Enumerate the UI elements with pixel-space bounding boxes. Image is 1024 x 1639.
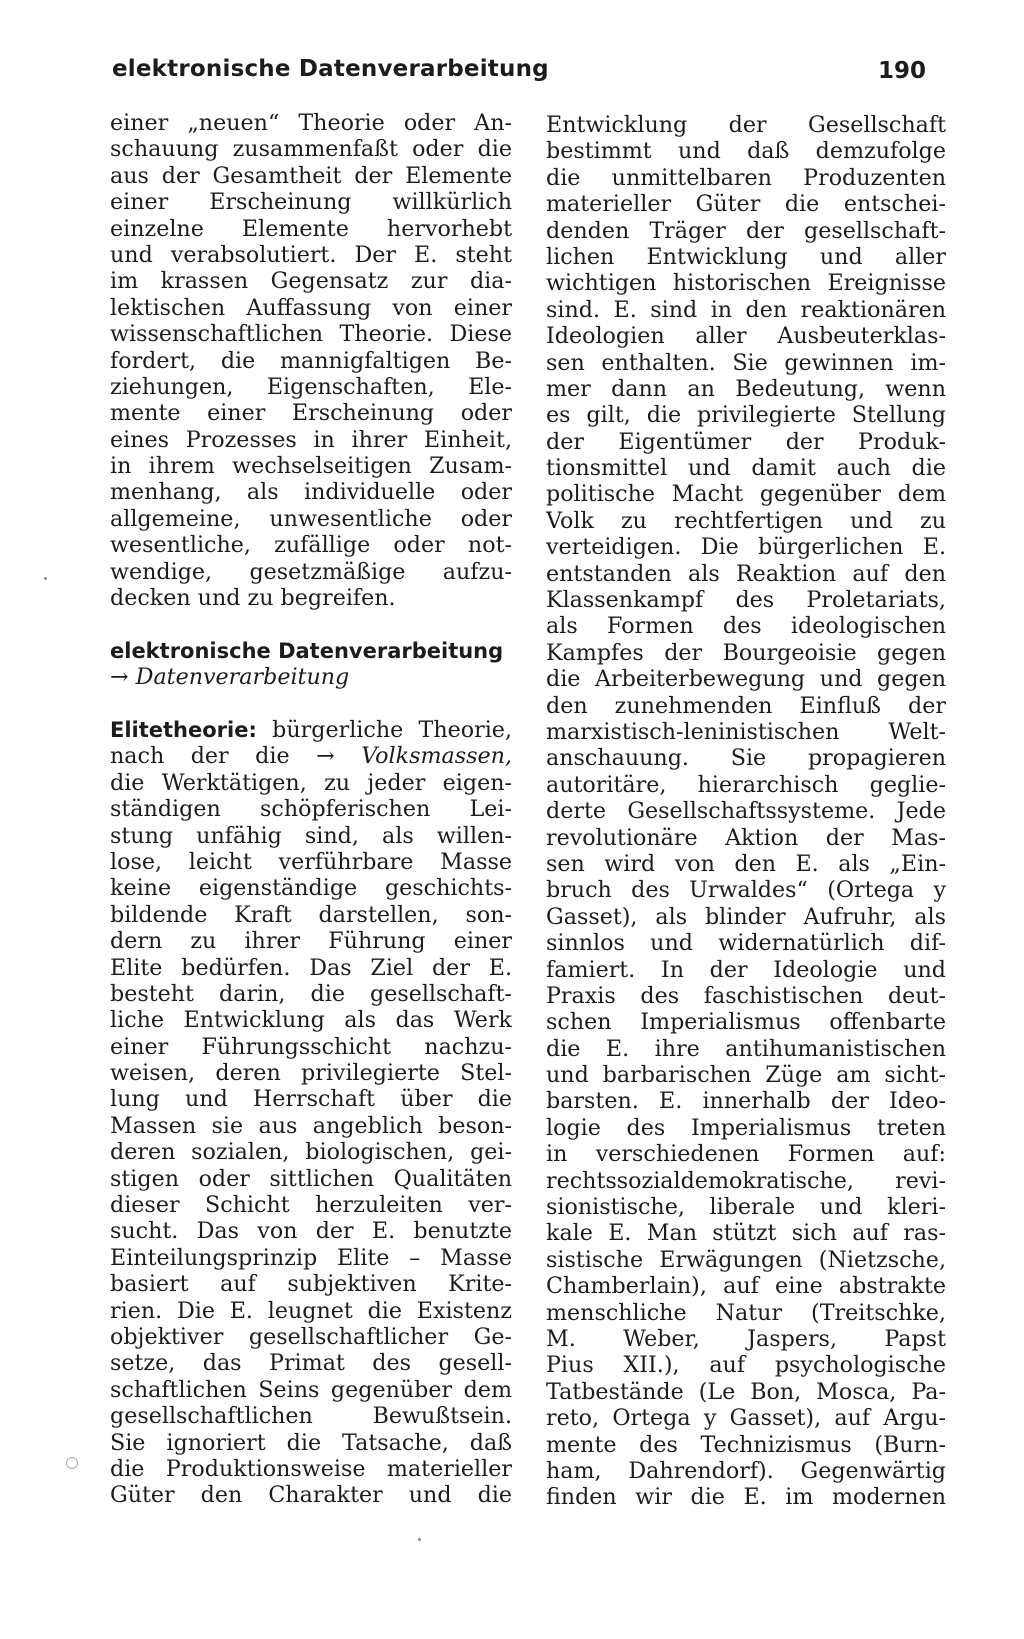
text-line: einzelne Elemente hervorhebt <box>110 215 512 242</box>
text-line: verteidigen. Die bürgerlichen E. <box>546 534 946 561</box>
text-line: Volk zu rechtfertigen und zu <box>546 507 946 534</box>
text-line: die E. ihre antihumanistischen <box>546 1035 946 1062</box>
text-line: reto, Ortega y Gasset), auf Argu- <box>546 1405 946 1432</box>
text-line: mente einer Erscheinung oder <box>110 400 512 427</box>
text-line: sistische Erwägungen (Nietzsche, <box>546 1246 946 1273</box>
entry-text: nach der die <box>110 743 290 770</box>
cross-reference <box>110 664 512 690</box>
text-line: ham, Dahrendorf). Gegenwärtig <box>546 1457 946 1484</box>
text-line: politische Macht gegenüber dem <box>546 481 946 508</box>
text-line: der Eigentümer der Produk- <box>546 428 946 455</box>
text-line: derte Gesellschaftssysteme. Jede <box>546 798 946 825</box>
text-line: gesellschaftlichen Bewußtsein. <box>110 1403 512 1430</box>
text-line: sen wird von den E. als „Ein- <box>546 850 946 877</box>
text-line: lektischen Auffassung von einer <box>110 294 512 321</box>
text-line: sinnlos und widernatürlich dif- <box>546 930 946 957</box>
text-line: Massen sie aus angeblich beson- <box>110 1112 512 1139</box>
text-line: in ihrem wechselseitigen Zusam- <box>110 453 512 480</box>
text-line: die unmittelbaren Produzenten <box>546 164 946 191</box>
entry-line <box>110 743 512 769</box>
text-line: menhang, als individuelle oder <box>110 479 512 506</box>
cross-reference-target: Volksmassen, <box>361 743 512 770</box>
text-line: einer Führungsschicht nachzu- <box>110 1033 512 1060</box>
text-line: als Formen des ideologischen <box>546 613 946 640</box>
text-line: Gasset), als blinder Aufruhr, als <box>546 903 946 930</box>
text-line: fordert, die mannigfaltigen Be- <box>110 347 512 374</box>
text-line: tionsmittel und damit auch die <box>546 455 946 482</box>
text-line: Kampfes der Bourgeoisie gegen <box>546 639 946 666</box>
arrow-icon: → <box>110 664 129 691</box>
arrow-icon: → <box>316 743 335 770</box>
text-line: rien. Die E. leugnet die Existenz <box>110 1297 512 1324</box>
text-line: dern zu ihrer Führung einer <box>110 928 512 955</box>
right-column <box>546 112 946 1511</box>
text-line: mente des Technizismus (Burn- <box>546 1431 946 1458</box>
text-line: weisen, deren privilegierte Stel- <box>110 1060 512 1087</box>
text-line: sucht. Das von der E. benutzte <box>110 1218 512 1245</box>
text-line: materieller Güter die entschei- <box>546 191 946 218</box>
text-line: Güter den Charakter und die <box>110 1482 512 1509</box>
text-line: rechtssozialdemokratische, revi- <box>546 1167 946 1194</box>
text-line: Klassenkampf des Proletariats, <box>546 587 946 614</box>
print-speck <box>66 1457 78 1469</box>
entry-body-elitetheorie <box>110 770 512 1509</box>
entry-headword: elektronische Datenverarbeitung <box>110 638 504 663</box>
entry-body-continued <box>546 112 946 1511</box>
entry-continuation <box>110 110 512 611</box>
print-speck <box>44 577 47 580</box>
text-line: marxistisch-leninistischen Welt- <box>546 718 946 745</box>
text-line: es gilt, die privilegierte Stellung <box>546 402 946 429</box>
left-column <box>110 110 512 1509</box>
text-line: M. Weber, Jaspers, Papst <box>546 1325 946 1352</box>
text-line: schauung zusammenfaßt oder die <box>110 136 512 163</box>
text-line: sionistische, liberale und kleri- <box>546 1194 946 1221</box>
text-line: Pius XII.), auf psychologische <box>546 1352 946 1379</box>
text-line: wissenschaftlichen Theorie. Diese <box>110 321 512 348</box>
text-line: Praxis des faschistischen deut- <box>546 982 946 1009</box>
text-line: kale E. Man stützt sich auf ras- <box>546 1220 946 1247</box>
text-line: stigen oder sittlichen Qualitäten <box>110 1165 512 1192</box>
text-line: Chamberlain), auf eine abstrakte <box>546 1273 946 1300</box>
text-line: bestimmt und daß demzufolge <box>546 138 946 165</box>
text-line: dieser Schicht herzuleiten ver- <box>110 1192 512 1219</box>
text-line: anschauung. Sie propagieren <box>546 745 946 772</box>
text-line: finden wir die E. im modernen <box>546 1484 946 1511</box>
text-line: einer „neuen“ Theorie oder An- <box>110 110 512 136</box>
text-line: lung und Herrschaft über die <box>110 1086 512 1113</box>
text-line: eines Prozesses in ihrer Einheit, <box>110 426 512 453</box>
text-line: und verabsolutiert. Der E. steht <box>110 241 512 268</box>
entry-heading-elitetheorie <box>110 717 512 743</box>
text-line: wichtigen historischen Ereignisse <box>546 270 946 297</box>
text-line: Sie ignoriert die Tatsache, daß <box>110 1429 512 1456</box>
text-line: schaftlichen Seins gegenüber dem <box>110 1376 512 1403</box>
text-line: liche Entwicklung als das Werk <box>110 1007 512 1034</box>
text-line: denden Träger der gesellschaft- <box>546 217 946 244</box>
text-line: basiert auf subjektiven Krite- <box>110 1271 512 1298</box>
text-line: Entwicklung der Gesellschaft <box>546 112 946 138</box>
print-speck <box>418 1538 421 1541</box>
text-line: aus der Gesamtheit der Elemente <box>110 162 512 189</box>
text-line: allgemeine, unwesentliche oder <box>110 505 512 532</box>
text-line: ständigen schöpferischen Lei- <box>110 796 512 823</box>
page-number: 190 <box>878 58 927 84</box>
text-line: decken und zu begreifen. <box>110 585 396 612</box>
text-line: deren sozialen, biologischen, gei- <box>110 1139 512 1166</box>
text-line: einer Erscheinung willkürlich <box>110 189 512 216</box>
text-line: menschliche Natur (Treitschke, <box>546 1299 946 1326</box>
text-line: Einteilungsprinzip Elite – Masse <box>110 1244 512 1271</box>
text-line: schen Imperialismus offenbarte <box>546 1009 946 1036</box>
entry-heading-datenverarbeitung <box>110 638 512 664</box>
text-line: keine eigenständige geschichts- <box>110 875 512 902</box>
text-line: lose, leicht verführbare Masse <box>110 848 512 875</box>
text-line: sen enthalten. Sie gewinnen im- <box>546 349 946 376</box>
text-line: Tatbestände (Le Bon, Mosca, Pa- <box>546 1378 946 1405</box>
text-line: und barbarischen Züge am sicht- <box>546 1062 946 1089</box>
text-line: entstanden als Reaktion auf den <box>546 560 946 587</box>
text-line: im krassen Gegensatz zur dia- <box>110 268 512 295</box>
text-line: den zunehmenden Einfluß der <box>546 692 946 719</box>
text-line: lichen Entwicklung und aller <box>546 243 946 270</box>
text-line: stung unfähig sind, als willen- <box>110 822 512 849</box>
running-head: elektronische Datenverarbeitung <box>112 56 549 82</box>
cross-reference-target: Datenverarbeitung <box>135 664 350 691</box>
text-line: autoritäre, hierarchisch geglie- <box>546 771 946 798</box>
text-line: die Werktätigen, zu jeder eigen- <box>110 769 512 796</box>
text-line: famiert. In der Ideologie und <box>546 956 946 983</box>
text-line: mer dann an Bedeutung, wenn <box>546 375 946 402</box>
text-line: die Produktionsweise materieller <box>110 1455 512 1482</box>
text-line: die Arbeiterbewegung und gegen <box>546 666 946 693</box>
text-line: barsten. E. innerhalb der Ideo- <box>546 1088 946 1115</box>
text-line: logie des Imperialismus treten <box>546 1114 946 1141</box>
text-line: Elite bedürfen. Das Ziel der E. <box>110 954 512 981</box>
text-line: sind. E. sind in den reaktionären <box>546 296 946 323</box>
entry-text: bürgerliche Theorie, <box>272 716 512 743</box>
text-line: besteht darin, die gesellschaft- <box>110 980 512 1007</box>
text-line: ziehungen, Eigenschaften, Ele- <box>110 373 512 400</box>
text-line: bruch des Urwaldes“ (Ortega y <box>546 877 946 904</box>
text-line: objektiver gesellschaftlicher Ge- <box>110 1323 512 1350</box>
entry-headword: Elitetheorie: <box>110 717 257 742</box>
text-line: setze, das Primat des gesell- <box>110 1350 512 1377</box>
text-line: Ideologien aller Ausbeuterklas- <box>546 323 946 350</box>
text-line: in verschiedenen Formen auf: <box>546 1141 946 1168</box>
text-line: wesentliche, zufällige oder not- <box>110 532 512 559</box>
text-line: bildende Kraft darstellen, son- <box>110 901 512 928</box>
text-line: revolutionäre Aktion der Mas- <box>546 824 946 851</box>
text-line: wendige, gesetzmäßige aufzu- <box>110 558 512 585</box>
